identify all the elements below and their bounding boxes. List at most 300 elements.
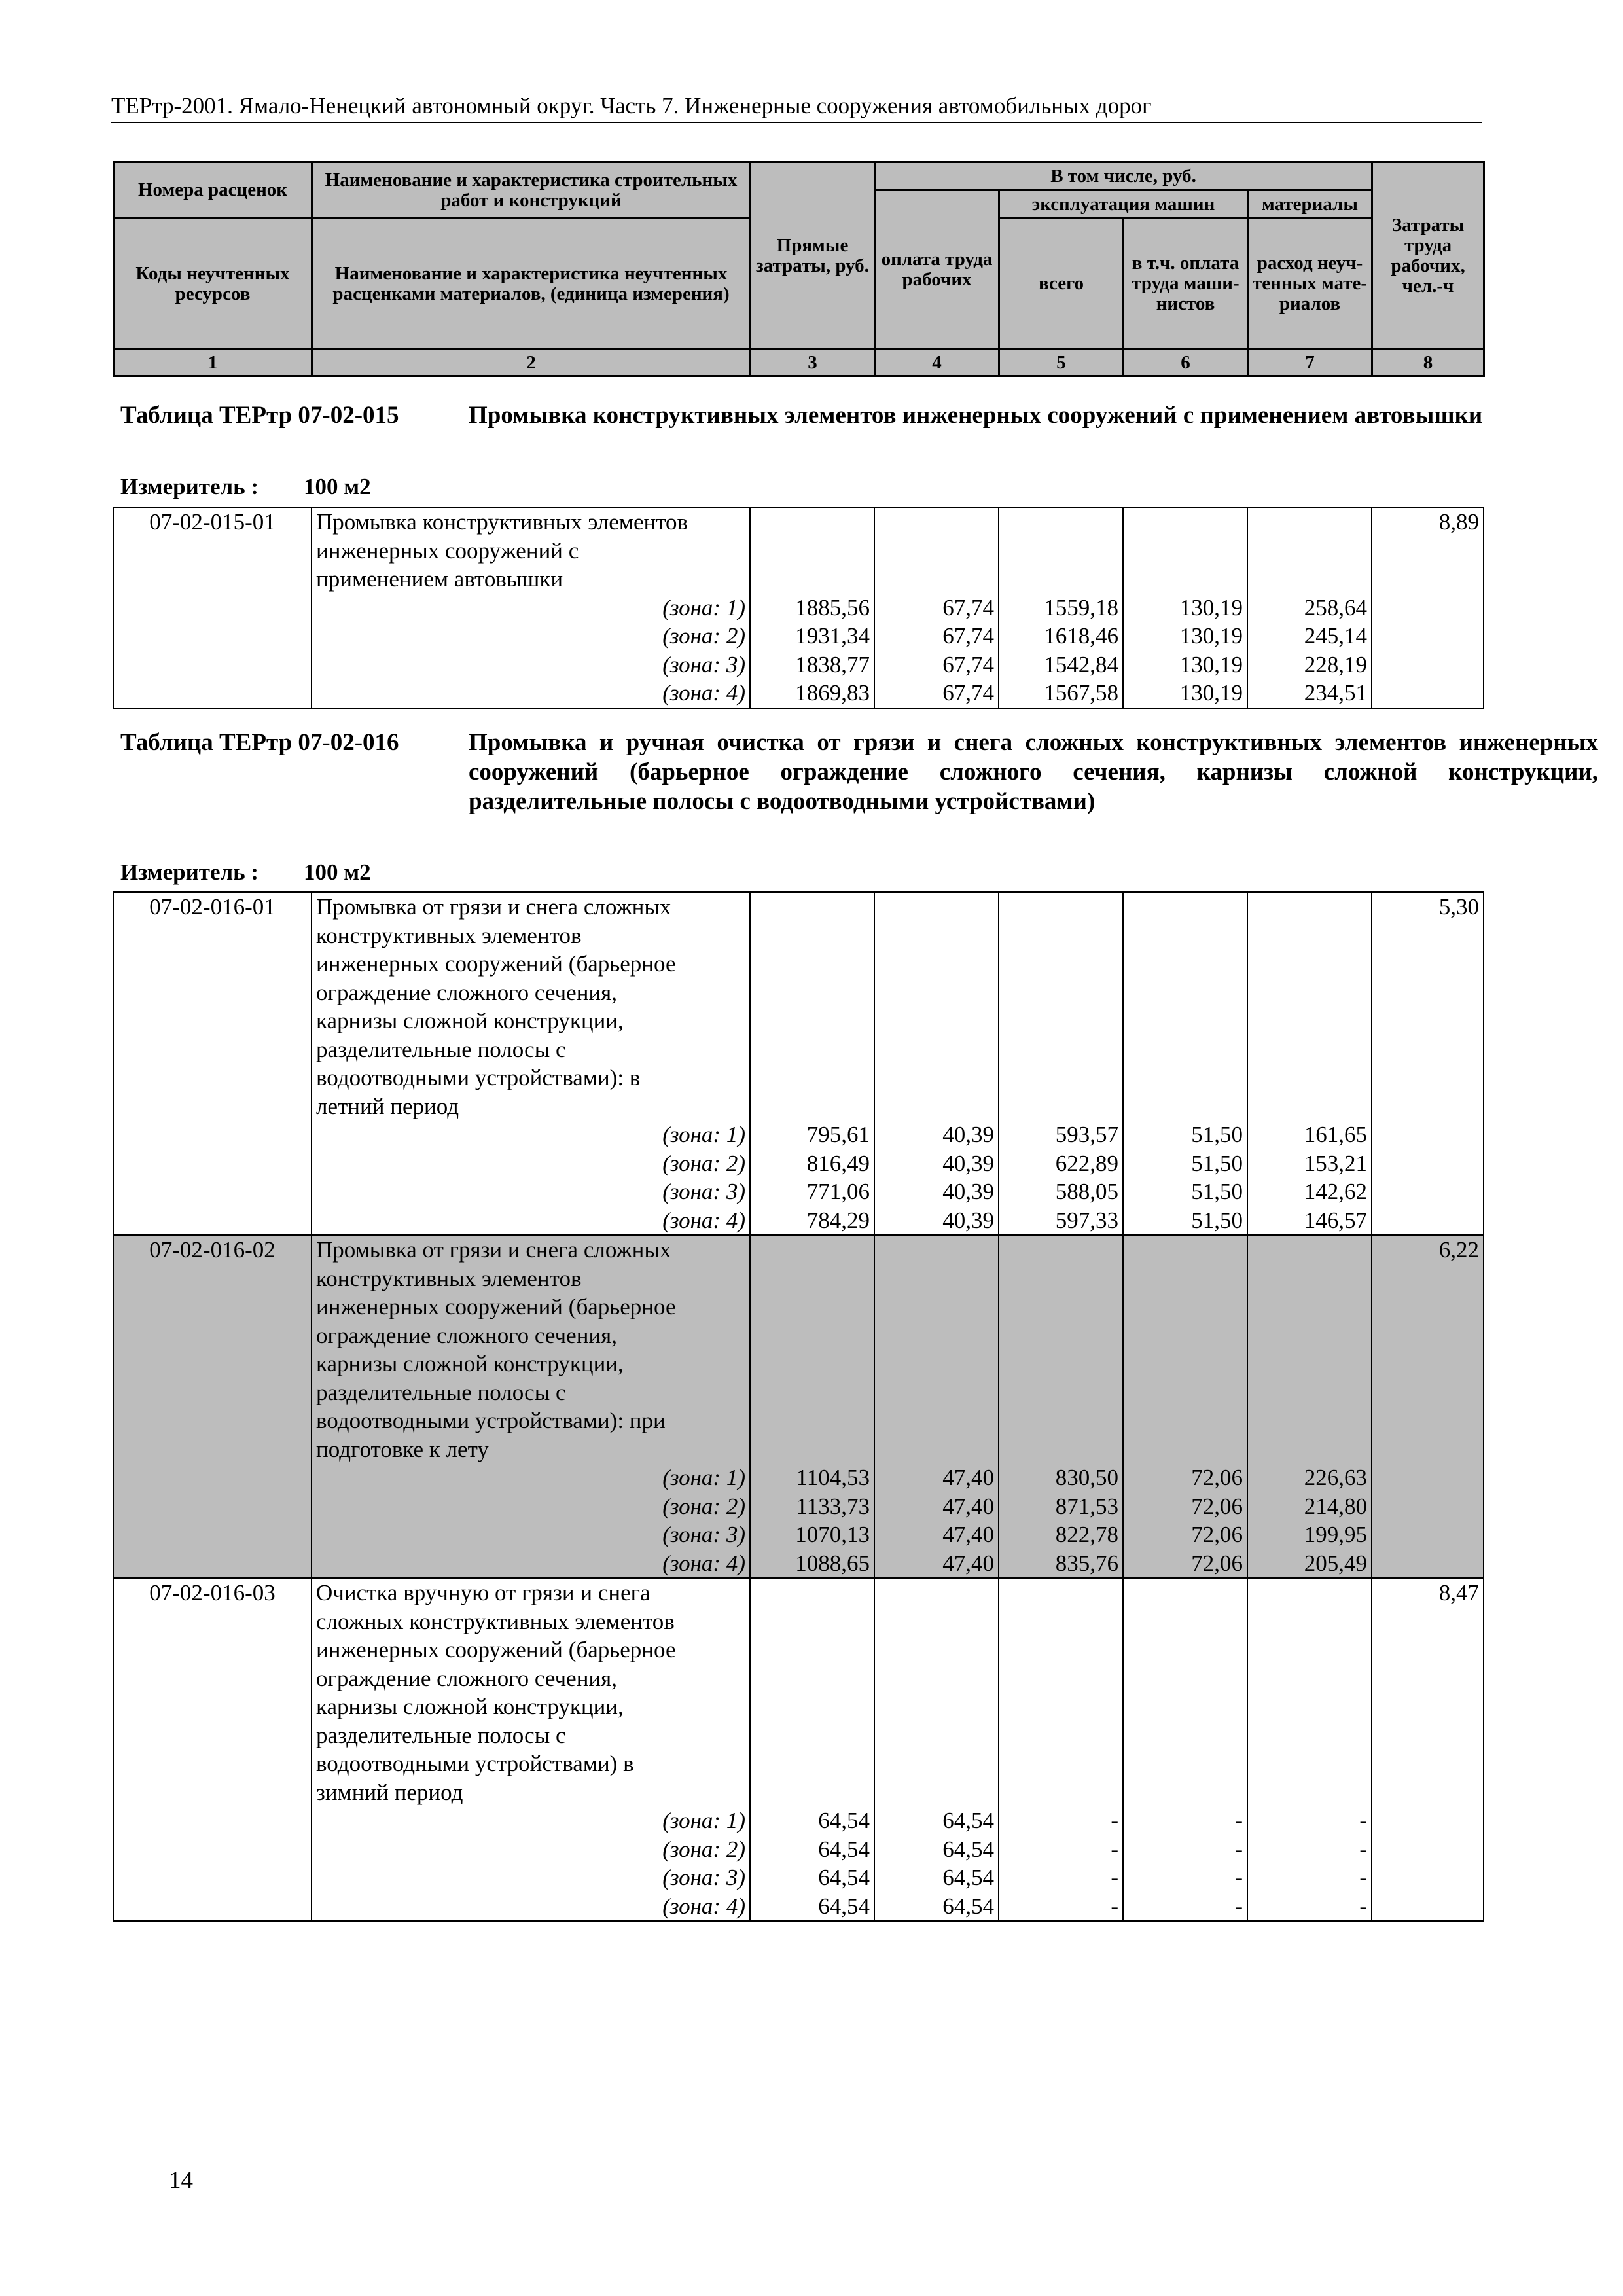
cell-wages: 64,54: [942, 1865, 994, 1890]
description-line: летний период: [316, 1093, 459, 1119]
description-line: водоотводными устройствами): в: [316, 1065, 641, 1090]
spacer: [1003, 1435, 1118, 1464]
spacer: [1128, 1007, 1243, 1035]
cell-materials: 142,62: [1304, 1179, 1367, 1204]
cell-materials: 226,63: [1304, 1465, 1367, 1490]
spacer: [755, 978, 870, 1007]
rate-code: 07-02-016-02: [113, 1235, 312, 1578]
cell-operators: 130,19: [1179, 680, 1243, 706]
cell-machines: 830,50: [1055, 1465, 1118, 1490]
cell-machines: 1559,18: [1044, 594, 1118, 620]
cell-machines: 835,76: [1055, 1550, 1118, 1576]
zone-label: (зона: 3): [662, 1865, 745, 1890]
measure-unit: 100 м2: [304, 474, 371, 499]
spacer: [755, 1721, 870, 1750]
spacer: [755, 537, 870, 565]
header-col7: расход неуч-тенных мате-риалов: [1248, 219, 1372, 350]
labor-cost: 8,89: [1372, 507, 1484, 708]
spacer: [1128, 1293, 1243, 1321]
description-line: водоотводными устройствами) в: [316, 1751, 634, 1776]
value-wages: [874, 1235, 999, 1578]
spacer: [1128, 922, 1243, 950]
spacer: [879, 1378, 994, 1407]
spacer: [1003, 1607, 1118, 1636]
table-row: [113, 1578, 1484, 1921]
spacer: [1003, 1035, 1118, 1064]
description-line: Промывка от грязи и снега сложных: [316, 894, 671, 920]
spacer: [879, 950, 994, 978]
description-line: карнизы сложной конструкции,: [316, 1694, 624, 1719]
cell-materials: 228,19: [1304, 651, 1367, 677]
description-line: разделительные полосы с: [316, 1036, 566, 1062]
cell-machines: 593,57: [1055, 1122, 1118, 1147]
cell-wages: 40,39: [942, 1122, 994, 1147]
spacer: [1003, 922, 1118, 950]
description-line: водоотводными устройствами): при: [316, 1408, 666, 1433]
spacer: [1252, 1778, 1367, 1807]
value-direct: [750, 892, 874, 1235]
cell-direct: 1838,77: [795, 651, 870, 677]
cell-wages: 67,74: [942, 680, 994, 706]
spacer: [1252, 1636, 1367, 1664]
cell-materials: 205,49: [1304, 1550, 1367, 1576]
spacer: [879, 1778, 994, 1807]
header-number: 6: [1124, 350, 1248, 376]
measure-016: [120, 859, 371, 886]
spacer: [879, 978, 994, 1007]
cell-direct: 1088,65: [795, 1550, 870, 1576]
cell-wages: 64,54: [942, 1836, 994, 1862]
spacer: [879, 1693, 994, 1721]
cell-wages: 67,74: [942, 651, 994, 677]
spacer: [755, 1035, 870, 1064]
header-number: 7: [1248, 350, 1372, 376]
spacer: [755, 1007, 870, 1035]
cell-wages: 47,40: [942, 1465, 994, 1490]
zone-label: (зона: 3): [662, 1179, 745, 1204]
cell-wages: 67,74: [942, 594, 994, 620]
spacer: [1252, 1693, 1367, 1721]
spacer: [755, 1407, 870, 1435]
cell-direct: 1931,34: [795, 623, 870, 649]
spacer: [879, 893, 994, 922]
cell-materials: -: [1359, 1865, 1367, 1890]
spacer: [1128, 978, 1243, 1007]
spacer: [1252, 1378, 1367, 1407]
cell-materials: 234,51: [1304, 680, 1367, 706]
spacer: [1003, 1236, 1118, 1265]
value-wages: [874, 1578, 999, 1921]
zone-label: (зона: 3): [662, 1522, 745, 1547]
spacer: [879, 1035, 994, 1064]
spacer: [879, 1721, 994, 1750]
spacer: [1128, 950, 1243, 978]
cell-materials: -: [1359, 1893, 1367, 1919]
spacer: [1128, 537, 1243, 565]
spacer: [1128, 1721, 1243, 1750]
spacer: [879, 1435, 994, 1464]
cell-materials: 161,65: [1304, 1122, 1367, 1147]
spacer: [1003, 1350, 1118, 1378]
rates-table-015: [113, 507, 1484, 709]
spacer: [879, 1293, 994, 1321]
cell-operators: 72,06: [1191, 1522, 1243, 1547]
spacer: [1003, 1378, 1118, 1407]
description-line: зимний период: [316, 1779, 463, 1805]
cell-operators: 51,50: [1191, 1150, 1243, 1176]
measure-015: [120, 474, 371, 500]
spacer: [879, 1092, 994, 1121]
spacer: [1003, 1693, 1118, 1721]
cell-direct: 1885,56: [795, 594, 870, 620]
spacer: [755, 893, 870, 922]
header-col8: Затраты труда рабочих, чел.-ч: [1372, 162, 1484, 350]
labor-cost: 5,30: [1372, 892, 1484, 1235]
spacer: [1252, 1607, 1367, 1636]
spacer: [1252, 1721, 1367, 1750]
spacer: [1128, 1321, 1243, 1350]
value-operators: [1123, 1235, 1247, 1578]
spacer: [1252, 1407, 1367, 1435]
spacer: [1252, 893, 1367, 922]
spacer: [755, 1350, 870, 1378]
labor-cost: 6,22: [1372, 1235, 1484, 1578]
spacer: [755, 1636, 870, 1664]
spacer: [1128, 1749, 1243, 1778]
spacer: [879, 1407, 994, 1435]
cell-machines: 597,33: [1055, 1207, 1118, 1233]
cell-materials: 146,57: [1304, 1207, 1367, 1233]
description-line: разделительные полосы с: [316, 1722, 566, 1748]
description-line: ограждение сложного сечения,: [316, 1665, 618, 1691]
cell-machines: 1567,58: [1044, 680, 1118, 706]
header-number: 3: [751, 350, 875, 376]
spacer: [1252, 508, 1367, 537]
spacer: [1128, 1636, 1243, 1664]
header-number: 2: [312, 350, 751, 376]
spacer: [1003, 1321, 1118, 1350]
cell-operators: 72,06: [1191, 1550, 1243, 1576]
table-code: Таблица ТЕРтр 07-02-015: [120, 402, 399, 429]
value-materials: [1247, 507, 1372, 708]
cell-machines: 622,89: [1055, 1150, 1118, 1176]
spacer: [879, 1749, 994, 1778]
spacer: [879, 1064, 994, 1092]
table-row: [113, 1235, 1484, 1578]
spacer: [755, 1579, 870, 1607]
header-col3: Прямые затраты, руб.: [751, 162, 875, 350]
rate-code: 07-02-016-03: [113, 1578, 312, 1921]
spacer: [1003, 508, 1118, 537]
spacer: [1252, 1236, 1367, 1265]
description-line: применением автовышки: [316, 566, 563, 592]
zone-label: (зона: 1): [662, 1465, 745, 1490]
page-number: 14: [169, 2167, 193, 2194]
spacer: [879, 565, 994, 594]
cell-wages: 40,39: [942, 1207, 994, 1233]
spacer: [1252, 1749, 1367, 1778]
spacer: [755, 1693, 870, 1721]
cell-operators: -: [1235, 1893, 1243, 1919]
table-row: [113, 892, 1484, 1235]
zone-label: (зона: 4): [662, 1893, 745, 1919]
value-direct: [750, 1578, 874, 1921]
spacer: [1128, 1407, 1243, 1435]
cell-wages: 64,54: [942, 1893, 994, 1919]
rate-description: [312, 892, 750, 1235]
description-line: сложных конструктивных элементов: [316, 1608, 675, 1634]
cell-direct: 784,29: [806, 1207, 870, 1233]
spacer: [1003, 893, 1118, 922]
spacer: [879, 1321, 994, 1350]
spacer: [755, 1607, 870, 1636]
description-line: инженерных сооружений (барьерное: [316, 951, 676, 977]
cell-machines: 1542,84: [1044, 651, 1118, 677]
cell-machines: 1618,46: [1044, 623, 1118, 649]
cell-direct: 64,54: [818, 1808, 870, 1833]
header-number: 8: [1372, 350, 1484, 376]
cell-machines: -: [1111, 1865, 1118, 1890]
spacer: [879, 1350, 994, 1378]
rate-description: [312, 507, 750, 708]
spacer: [755, 508, 870, 537]
description-line: инженерных сооружений с: [316, 537, 579, 564]
spacer: [879, 1664, 994, 1693]
cell-wages: 64,54: [942, 1808, 994, 1833]
spacer: [1003, 1579, 1118, 1607]
cell-operators: 51,50: [1191, 1179, 1243, 1204]
cell-direct: 64,54: [818, 1836, 870, 1862]
cell-wages: 40,39: [942, 1150, 994, 1176]
spacer: [1003, 1778, 1118, 1807]
spacer: [755, 950, 870, 978]
spacer: [1128, 1435, 1243, 1464]
cell-direct: 1104,53: [796, 1465, 870, 1490]
spacer: [879, 1579, 994, 1607]
header-col2-bottom: Наименование и характеристика неучтенных расценками материалов, (единица измерения): [312, 219, 751, 350]
spacer: [1003, 1064, 1118, 1092]
cell-operators: 72,06: [1191, 1493, 1243, 1519]
value-operators: [1123, 507, 1247, 708]
description-line: Промывка конструктивных элементов: [316, 509, 688, 535]
spacer: [879, 1265, 994, 1293]
description-line: конструктивных элементов: [316, 1265, 582, 1291]
spacer: [1128, 1350, 1243, 1378]
cell-wages: 47,40: [942, 1550, 994, 1576]
description-line: карнизы сложной конструкции,: [316, 1008, 624, 1033]
spacer: [1252, 950, 1367, 978]
spacer: [879, 1007, 994, 1035]
cell-direct: 771,06: [806, 1179, 870, 1204]
cell-machines: -: [1111, 1836, 1118, 1862]
spacer: [755, 1435, 870, 1464]
spacer: [1252, 1435, 1367, 1464]
spacer: [755, 565, 870, 594]
spacer: [1003, 1749, 1118, 1778]
header-number: 5: [999, 350, 1124, 376]
spacer: [755, 1378, 870, 1407]
cell-operators: 72,06: [1191, 1465, 1243, 1490]
description-line: подготовке к лету: [316, 1436, 489, 1462]
zone-label: (зона: 4): [662, 1550, 745, 1576]
cell-operators: 130,19: [1179, 623, 1243, 649]
spacer: [755, 1749, 870, 1778]
spacer: [879, 1607, 994, 1636]
spacer: [1252, 1035, 1367, 1064]
cell-wages: 40,39: [942, 1179, 994, 1204]
value-wages: [874, 507, 999, 708]
spacer: [1252, 1664, 1367, 1693]
cell-wages: 47,40: [942, 1522, 994, 1547]
measure-label: Измеритель :: [120, 474, 259, 499]
spacer: [1003, 1265, 1118, 1293]
cell-machines: 822,78: [1055, 1522, 1118, 1547]
spacer: [1128, 1064, 1243, 1092]
zone-label: (зона: 1): [662, 1808, 745, 1833]
spacer: [1003, 978, 1118, 1007]
value-materials: [1247, 892, 1372, 1235]
spacer: [1128, 1579, 1243, 1607]
spacer: [1128, 1778, 1243, 1807]
value-machines: [999, 507, 1123, 708]
header-col4: оплата труда рабочих: [875, 190, 999, 350]
spacer: [1128, 893, 1243, 922]
cell-materials: 199,95: [1304, 1522, 1367, 1547]
spacer: [1128, 1035, 1243, 1064]
spacer: [755, 1293, 870, 1321]
zone-label: (зона: 2): [662, 1150, 745, 1176]
rate-description: [312, 1578, 750, 1921]
cell-direct: 64,54: [818, 1893, 870, 1919]
zone-label: (зона: 1): [662, 594, 745, 620]
spacer: [1128, 1378, 1243, 1407]
header-including: В том числе, руб.: [875, 162, 1372, 190]
spacer: [1252, 1265, 1367, 1293]
spacer: [1128, 565, 1243, 594]
value-machines: [999, 1578, 1123, 1921]
spacer: [755, 1321, 870, 1350]
spacer: [1252, 1350, 1367, 1378]
cell-materials: -: [1359, 1808, 1367, 1833]
cell-machines: 588,05: [1055, 1179, 1118, 1204]
spacer: [1003, 1407, 1118, 1435]
zone-label: (зона: 4): [662, 680, 745, 706]
description-line: конструктивных элементов: [316, 922, 582, 948]
value-wages: [874, 892, 999, 1235]
cell-materials: 153,21: [1304, 1150, 1367, 1176]
spacer: [755, 1778, 870, 1807]
description-line: карнизы сложной конструкции,: [316, 1351, 624, 1376]
spacer: [1252, 1064, 1367, 1092]
cell-operators: -: [1235, 1808, 1243, 1833]
value-operators: [1123, 892, 1247, 1235]
header-col6: в т.ч. оплата труда маши-нистов: [1124, 219, 1248, 350]
header-number: 1: [114, 350, 312, 376]
value-direct: [750, 1235, 874, 1578]
measure-label: Измеритель :: [120, 859, 259, 885]
spacer: [1128, 1693, 1243, 1721]
cell-direct: 64,54: [818, 1865, 870, 1890]
zone-label: (зона: 3): [662, 651, 745, 677]
cell-direct: 1070,13: [795, 1522, 870, 1547]
cell-materials: 258,64: [1304, 594, 1367, 620]
description-line: Промывка от грязи и снега сложных: [316, 1237, 671, 1263]
cell-wages: 67,74: [942, 623, 994, 649]
value-materials: [1247, 1235, 1372, 1578]
spacer: [755, 1265, 870, 1293]
spacer: [1003, 1293, 1118, 1321]
rates-table-016: [113, 891, 1484, 1922]
cell-direct: 1133,73: [796, 1493, 870, 1519]
spacer: [755, 1236, 870, 1265]
spacer: [879, 537, 994, 565]
spacer: [1003, 1664, 1118, 1693]
spacer: [1252, 1092, 1367, 1121]
spacer: [1003, 565, 1118, 594]
column-header-table: [113, 161, 1485, 377]
description-line: инженерных сооружений (барьерное: [316, 1294, 676, 1319]
cell-direct: 1869,83: [795, 680, 870, 706]
spacer: [1252, 1321, 1367, 1350]
spacer: [1128, 1236, 1243, 1265]
header-number: 4: [875, 350, 999, 376]
cell-operators: -: [1235, 1865, 1243, 1890]
cell-operators: 130,19: [1179, 594, 1243, 620]
cell-direct: 795,61: [806, 1122, 870, 1147]
description-line: разделительные полосы с: [316, 1379, 566, 1405]
description-line: ограждение сложного сечения,: [316, 979, 618, 1005]
spacer: [1252, 537, 1367, 565]
cell-operators: 51,50: [1191, 1122, 1243, 1147]
spacer: [879, 508, 994, 537]
page-header: ТЕРтр-2001. Ямало-Ненецкий автономный округ. Часть 7. Инженерные сооружения автомобильных дорог: [111, 93, 1482, 123]
cell-operators: -: [1235, 1836, 1243, 1862]
spacer: [1252, 565, 1367, 594]
value-operators: [1123, 1578, 1247, 1921]
spacer: [755, 922, 870, 950]
spacer: [1128, 508, 1243, 537]
zone-label: (зона: 1): [662, 1122, 745, 1147]
header-col1-bottom: Коды неучтенных ресурсов: [114, 219, 312, 350]
spacer: [1252, 1293, 1367, 1321]
table-code: Таблица ТЕРтр 07-02-016: [120, 729, 399, 756]
spacer: [1003, 1721, 1118, 1750]
header-col2-top: Наименование и характеристика строительных работ и конструкций: [312, 162, 751, 219]
spacer: [1128, 1092, 1243, 1121]
spacer: [1003, 537, 1118, 565]
cell-machines: -: [1111, 1893, 1118, 1919]
cell-wages: 47,40: [942, 1493, 994, 1519]
zone-label: (зона: 2): [662, 1836, 745, 1862]
cell-materials: -: [1359, 1836, 1367, 1862]
spacer: [879, 1236, 994, 1265]
zone-label: (зона: 4): [662, 1207, 745, 1233]
rate-code: 07-02-015-01: [113, 507, 312, 708]
rate-description: [312, 1235, 750, 1578]
spacer: [879, 1636, 994, 1664]
labor-cost: 8,47: [1372, 1578, 1484, 1921]
spacer: [755, 1064, 870, 1092]
spacer: [1252, 1007, 1367, 1035]
table-name: Промывка и ручная очистка от грязи и снега сложных конструктивных элементов инженерных сооружений (барьерное ограждение сложного сечения, карнизы сложной конструкции, разделительные полосы с водоотводными устройствами): [469, 729, 1598, 815]
cell-direct: 816,49: [806, 1150, 870, 1176]
cell-operators: 51,50: [1191, 1207, 1243, 1233]
spacer: [1252, 922, 1367, 950]
spacer: [755, 1664, 870, 1693]
cell-machines: -: [1111, 1808, 1118, 1833]
value-machines: [999, 1235, 1123, 1578]
cell-materials: 245,14: [1304, 623, 1367, 649]
